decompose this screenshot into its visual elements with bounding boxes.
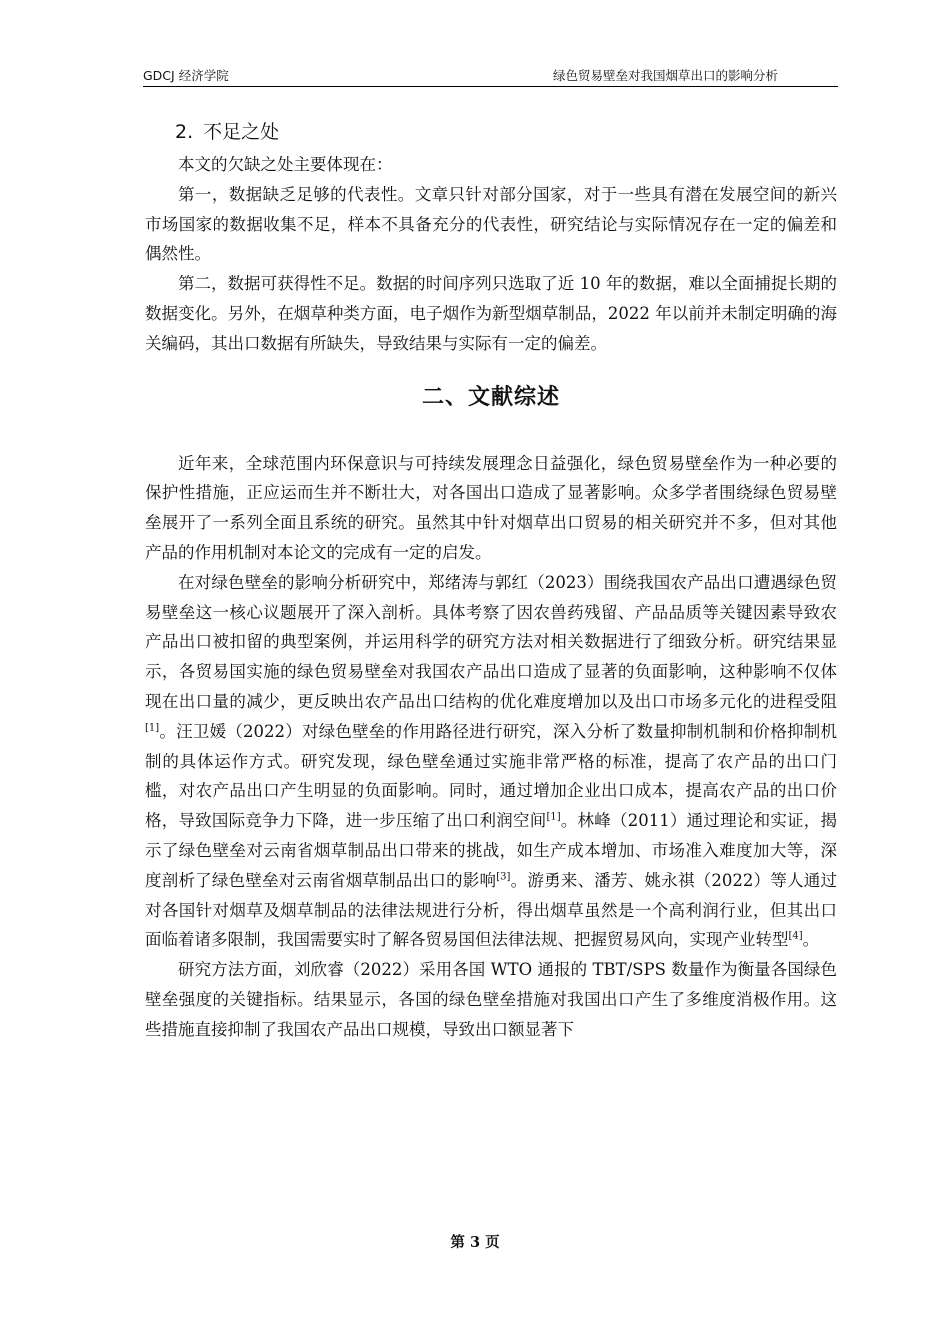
review-paragraph-2 (145, 568, 837, 955)
review-paragraph-3: 研究方法方面，刘欣睿（2022）采用各国 WTO 通报的 TBT/SPS 数量作为衡量各国绿色壁垒强度的关键指标。结果显示，各国的绿色壁垒措施对我国出口产生了多维度消极作用。这些措施直接抑制了我国农产品出口规模，导致出口额显著下 (145, 960, 837, 1039)
shortcomings-intro: 本文的欠缺之处主要体现在： (178, 155, 393, 174)
review-text: 在对绿色壁垒的影响分析研究中，郑绪涛与郭红（2023）围绕我国农产品出口遭遇绿色贸易壁垒这一核心议题展开了深入剖析。具体考察了因农兽药残留、产品品质等关键因素导致农产品出口被扣留的典型案例，并运用科学的研究方法对相关数据进行了细致分析。研究结果显示，各贸易国实施的绿色贸易壁垒对我国农产品出口造成了显著的负面影响，这种影响不仅体现在出口量的减少，更反映出农产品出口结构的优化难度增加以及出口市场多元化的进程受阻 (145, 572, 837, 711)
citation: [4] (788, 930, 803, 942)
section-title: 二、文献综述 (421, 384, 560, 410)
subsection-number: 2. (175, 121, 194, 143)
subsection-title: 不足之处 (203, 121, 280, 143)
page-number: 第 3 页 (450, 1234, 500, 1251)
review-text: 。汪卫媛（2022）对绿色壁垒的作用路径进行研究，深入分析了数量抑制机制和价格抑制机制的具体运作方式。研究发现，绿色壁垒通过实施非常严格的标准，提高了农产品的出口门槛，对农产品出口产生明显的负面影响。同时，通过增加企业出口成本，提高农产品的出口价格，导致国际竞争力下降，进一步压缩了出口利润空间 (145, 721, 837, 831)
subsection-heading (175, 118, 837, 146)
page-header (143, 68, 838, 87)
review-paragraph-1: 近年来，全球范围内环保意识与可持续发展理念日益强化，绿色贸易壁垒作为一种必要的保护性措施，正应运而生并不断壮大，对各国出口造成了显著影响。众多学者围绕绿色贸易壁垒展开了一系列全面且系统的研究。虽然其中针对烟草出口贸易的相关研究并不多，但对其他产品的作用机制对本论文的完成有一定的启发。 (145, 453, 837, 562)
page-content (145, 118, 837, 1045)
citation: [1] (546, 811, 561, 823)
citation: [1] (145, 722, 160, 734)
citation: [3] (496, 871, 511, 883)
review-text: 。游勇来、潘芳、姚永祺（2022）等人通过对各国针对烟草及烟草制品的法律法规进行分析，得出烟草虽然是一个高利润行业，但其出口面临着诸多限制，我国需要实时了解各贸易国但法律法规、把握贸易风向，实现产业转型 (145, 870, 838, 950)
header-paper-title: 绿色贸易壁垒对我国烟草出口的影响分析 (552, 68, 778, 83)
shortcoming-point-1: 第一，数据缺乏足够的代表性。文章只针对部分国家，对于一些具有潜在发展空间的新兴市场国家的数据收集不足，样本不具备充分的代表性，研究结论与实际情况存在一定的偏差和偶然性。 (145, 184, 837, 264)
shortcoming-point-2: 第二，数据可获得性不足。数据的时间序列只选取了近 10 年的数据，难以全面捕捉长期的数据变化。另外，在烟草种类方面，电子烟作为新型烟草制品，2022 年以前并未制定明确的海关编码，其出口数据有所缺失，导致结果与实际有一定的偏差。 (145, 274, 837, 353)
review-text: 。林峰（2011）通过理论和实证，揭示了绿色壁垒对云南省烟草制品出口带来的挑战，如生产成本增加、市场准入难度加大等，深度剖析了绿色壁垒对云南省烟草制品出口的影响 (145, 811, 837, 890)
review-text: 。 (802, 930, 820, 950)
header-institution: GDCJ 经济学院 (143, 68, 229, 83)
